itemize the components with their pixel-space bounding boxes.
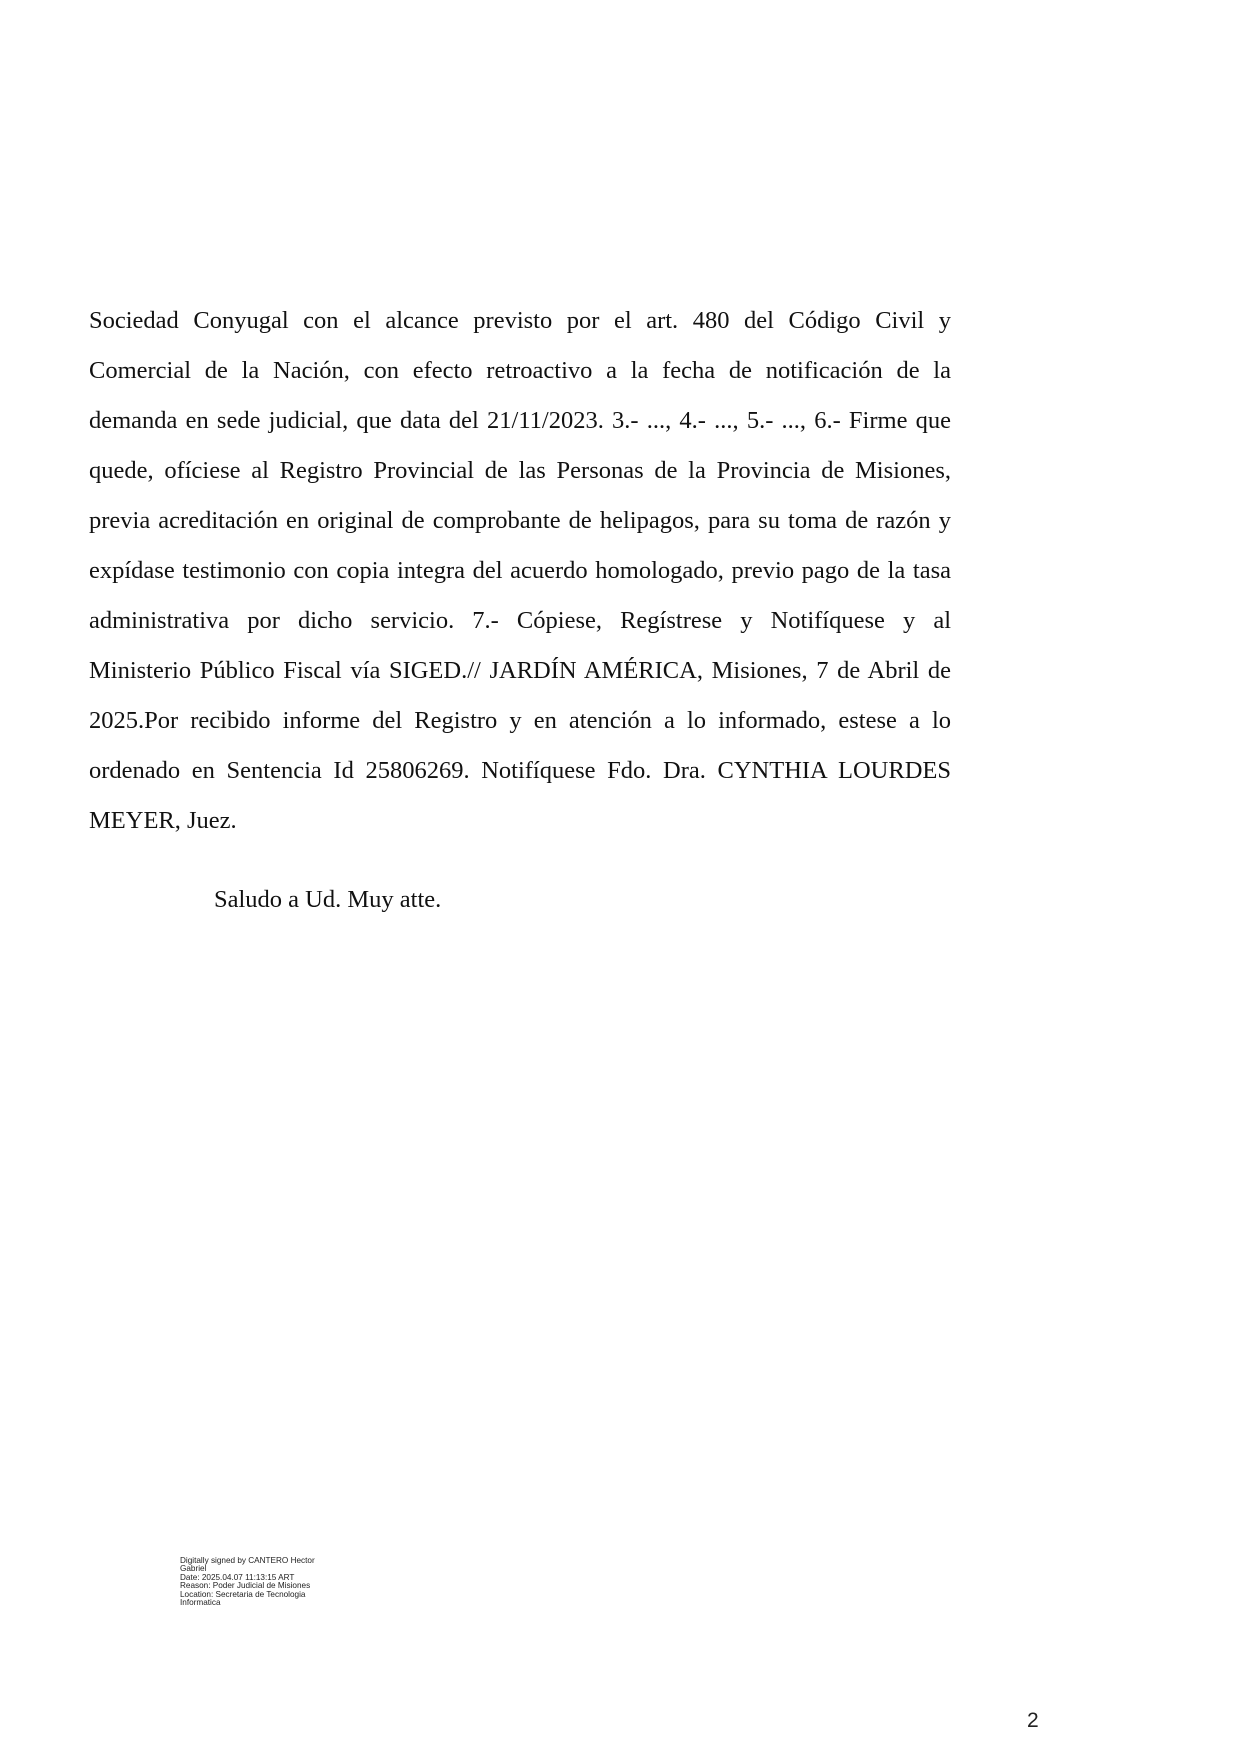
- signature-line: Reason: Poder Judicial de Misiones: [180, 1581, 311, 1591]
- signature-line: Location: Secretaria de Tecnologia: [180, 1589, 306, 1599]
- closing-salutation: Saludo a Ud. Muy atte.: [214, 886, 442, 913]
- body-line: Sociedad Conyugal con el alcance previsto por el art. 480 del Código Civil y: [89, 307, 951, 334]
- signature-line: Informatica: [180, 1598, 221, 1608]
- page-number: [0, 1709, 1037, 1733]
- body-line: administrativa por dicho servicio. 7.- Cópiese, Regístrese y Notifíquese y al: [89, 607, 951, 634]
- body-line: 2025.Por recibido informe del Registro y en atención a lo informado, estese a lo: [89, 707, 951, 734]
- signature-line: Date: 2025.04.07 11:13:15 ART: [180, 1572, 295, 1582]
- digital-signature-block: [180, 1557, 340, 1607]
- page-number-text: 2: [1027, 1709, 1039, 1732]
- body-line: demanda en sede judicial, que data del 21/11/2023. 3.- ..., 4.- ..., 5.- ..., 6.- Firme que: [89, 407, 951, 434]
- signature-line: Digitally signed by CANTERO Hector: [180, 1556, 315, 1565]
- body-paragraph: [89, 296, 951, 846]
- body-line: expídase testimonio con copia integra del acuerdo homologado, previo pago de la tasa: [89, 557, 951, 584]
- body-line: Comercial de la Nación, con efecto retroactivo a la fecha de notificación de la: [89, 357, 951, 384]
- body-line: Ministerio Público Fiscal vía SIGED.// JARDÍN AMÉRICA, Misiones, 7 de Abril de: [89, 657, 951, 684]
- body-line: previa acreditación en original de comprobante de helipagos, para su toma de razón y: [89, 507, 951, 534]
- signature-line: Gabriel: [180, 1564, 207, 1574]
- body-line: MEYER, Juez.: [89, 807, 237, 834]
- body-line: quede, ofíciese al Registro Provincial de las Personas de la Provincia de Misiones,: [89, 457, 951, 484]
- body-line: ordenado en Sentencia Id 25806269. Notifíquese Fdo. Dra. CYNTHIA LOURDES: [89, 757, 951, 784]
